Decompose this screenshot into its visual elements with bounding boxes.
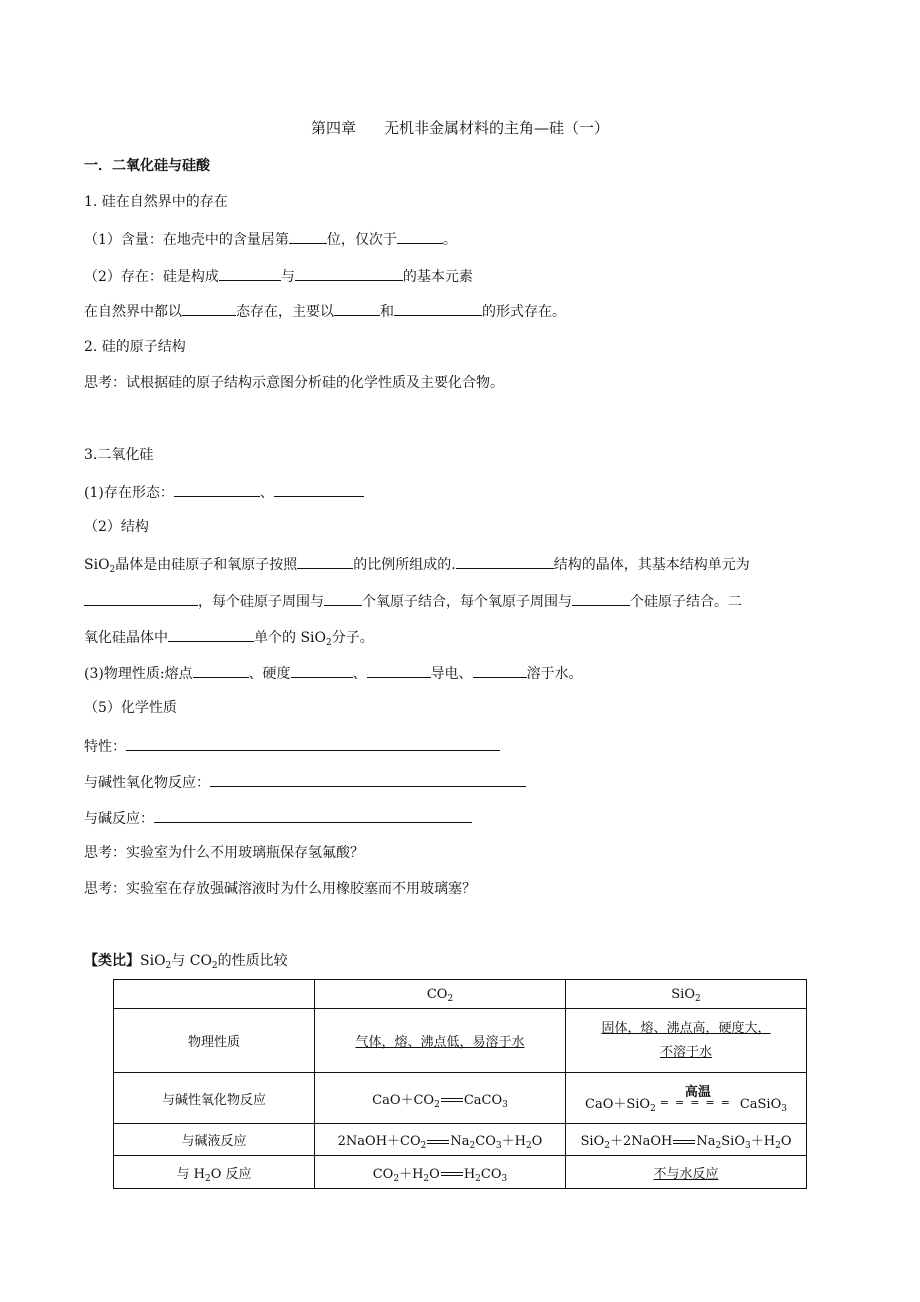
fill-blank[interactable] <box>193 663 249 678</box>
table-row <box>114 1124 807 1156</box>
nature-line: 在自然界中都以 态存在，主要以 和 的形式存在。 <box>84 301 566 321</box>
chapter-label: 第四章 <box>310 119 356 137</box>
subsection-heading: 3.二氧化硅 <box>84 447 154 463</box>
chapter-topic: 无机非金属材料的主角—硅（一） <box>384 119 610 137</box>
fill-blank[interactable] <box>274 482 364 497</box>
sio2-alkali: SiO$_2$＋2NaOH $Na_2SiO_3+H_2O$ <box>566 1124 807 1156</box>
fill-blank[interactable] <box>397 229 443 244</box>
fill-blank[interactable] <box>456 554 554 569</box>
basic-oxide-line: 与碱性氧化物反应： <box>84 772 526 792</box>
table-row <box>114 1009 807 1073</box>
think-line: 思考：试根据硅的原子结构示意图分析硅的化学性质及主要化合物。 <box>84 375 504 391</box>
fill-blank[interactable] <box>210 772 526 787</box>
structure-line-3: 氧化硅晶体中 单个的 SiO$_2$分子。 <box>84 627 374 647</box>
form-line: (1)存在形态： 、 <box>84 482 364 502</box>
section-heading: 一．二氧化硅与硅酸 <box>84 158 210 174</box>
fill-blank[interactable] <box>473 663 527 678</box>
structure-line-1: SiO$_2$晶体是由硅原子和氧原子按照 的比例所组成的. 结构的晶体，其基本结构单元为 <box>84 554 750 574</box>
co2-basic-oxide: $CaO+CO_2$ CaCO$_3$ <box>315 1073 566 1124</box>
subsection-heading: 2. 硅的原子结构 <box>84 339 186 355</box>
fill-blank[interactable] <box>174 482 260 497</box>
row-label-physical: 物理性质 <box>114 1009 315 1073</box>
fill-blank[interactable] <box>367 663 431 678</box>
fill-blank[interactable] <box>394 301 482 316</box>
think-line: 思考：实验室为什么不用玻璃瓶保存氢氟酸？ <box>84 845 364 861</box>
fill-blank[interactable] <box>219 266 281 281</box>
special-property-line: 特性： <box>84 736 500 756</box>
table-header-row <box>114 980 807 1009</box>
subsection-heading: （5）化学性质 <box>84 700 177 716</box>
sio2-basic-oxide: CaO＋SiO$_2$ 高温 ===== CaSiO$_3$ <box>566 1073 807 1124</box>
analogy-heading: 【类比】SiO$_2$与 $CO_2$的性质比较 <box>84 953 288 971</box>
physical-properties-line: (3)物理性质:熔点 、硬度 、 导电、 溶于水。 <box>84 663 583 683</box>
co2-alkali: $2NaOH+CO_2$ $Na_2CO_3+H_2O$ <box>315 1124 566 1156</box>
comparison-table <box>113 979 807 1189</box>
fill-blank[interactable] <box>334 301 380 316</box>
column-header-co2: $CO_2$ <box>315 980 566 1009</box>
fill-blank[interactable] <box>289 229 327 244</box>
fill-blank[interactable] <box>168 627 254 642</box>
fill-blank[interactable] <box>84 591 198 606</box>
co2-physical: 气体，熔、沸点低，易溶于水 <box>315 1009 566 1073</box>
fill-blank[interactable] <box>182 301 236 316</box>
fill-blank[interactable] <box>572 591 630 606</box>
structure-line-2: ，每个硅原子周围与 个氧原子结合，每个氧原子周围与 个硅原子结合。二 <box>84 591 742 611</box>
row-label-water: 与 $H_2O$ 反应 <box>114 1156 315 1189</box>
fill-blank[interactable] <box>126 736 500 751</box>
table-cell-empty <box>114 980 315 1009</box>
row-label-alkali: 与碱液反应 <box>114 1124 315 1156</box>
co2-water: $CO_2+H_2O$ $H_2CO_3$ <box>315 1156 566 1189</box>
column-header-sio2: SiO$_2$ <box>566 980 807 1009</box>
think-line: 思考：实验室在存放强碱溶液时为什么用橡胶塞而不用玻璃塞？ <box>84 881 476 897</box>
sio2-water: 不与水反应 <box>566 1156 807 1189</box>
row-label-basic-oxide: 与碱性氧化物反应 <box>114 1073 315 1124</box>
page-title <box>0 119 920 137</box>
fill-blank[interactable] <box>297 554 353 569</box>
table-row <box>114 1156 807 1189</box>
high-temperature-condition: 高温 ===== <box>659 1085 736 1110</box>
fill-blank[interactable] <box>295 266 403 281</box>
subsection-heading: （2）结构 <box>84 519 149 535</box>
fill-blank[interactable] <box>324 591 362 606</box>
fill-blank[interactable] <box>291 663 353 678</box>
sio2-physical: 固体，熔、沸点高，硬度大， 不溶于水 <box>566 1009 807 1073</box>
subsection-heading: 1. 硅在自然界中的存在 <box>84 194 228 210</box>
fill-blank[interactable] <box>154 808 472 823</box>
alkali-line: 与碱反应： <box>84 808 472 828</box>
content-line: （1）含量：在地壳中的含量居第 位，仅次于 。 <box>84 229 457 249</box>
existence-line: （2）存在：硅是构成 与 的基本元素 <box>84 266 473 286</box>
table-row <box>114 1073 807 1124</box>
